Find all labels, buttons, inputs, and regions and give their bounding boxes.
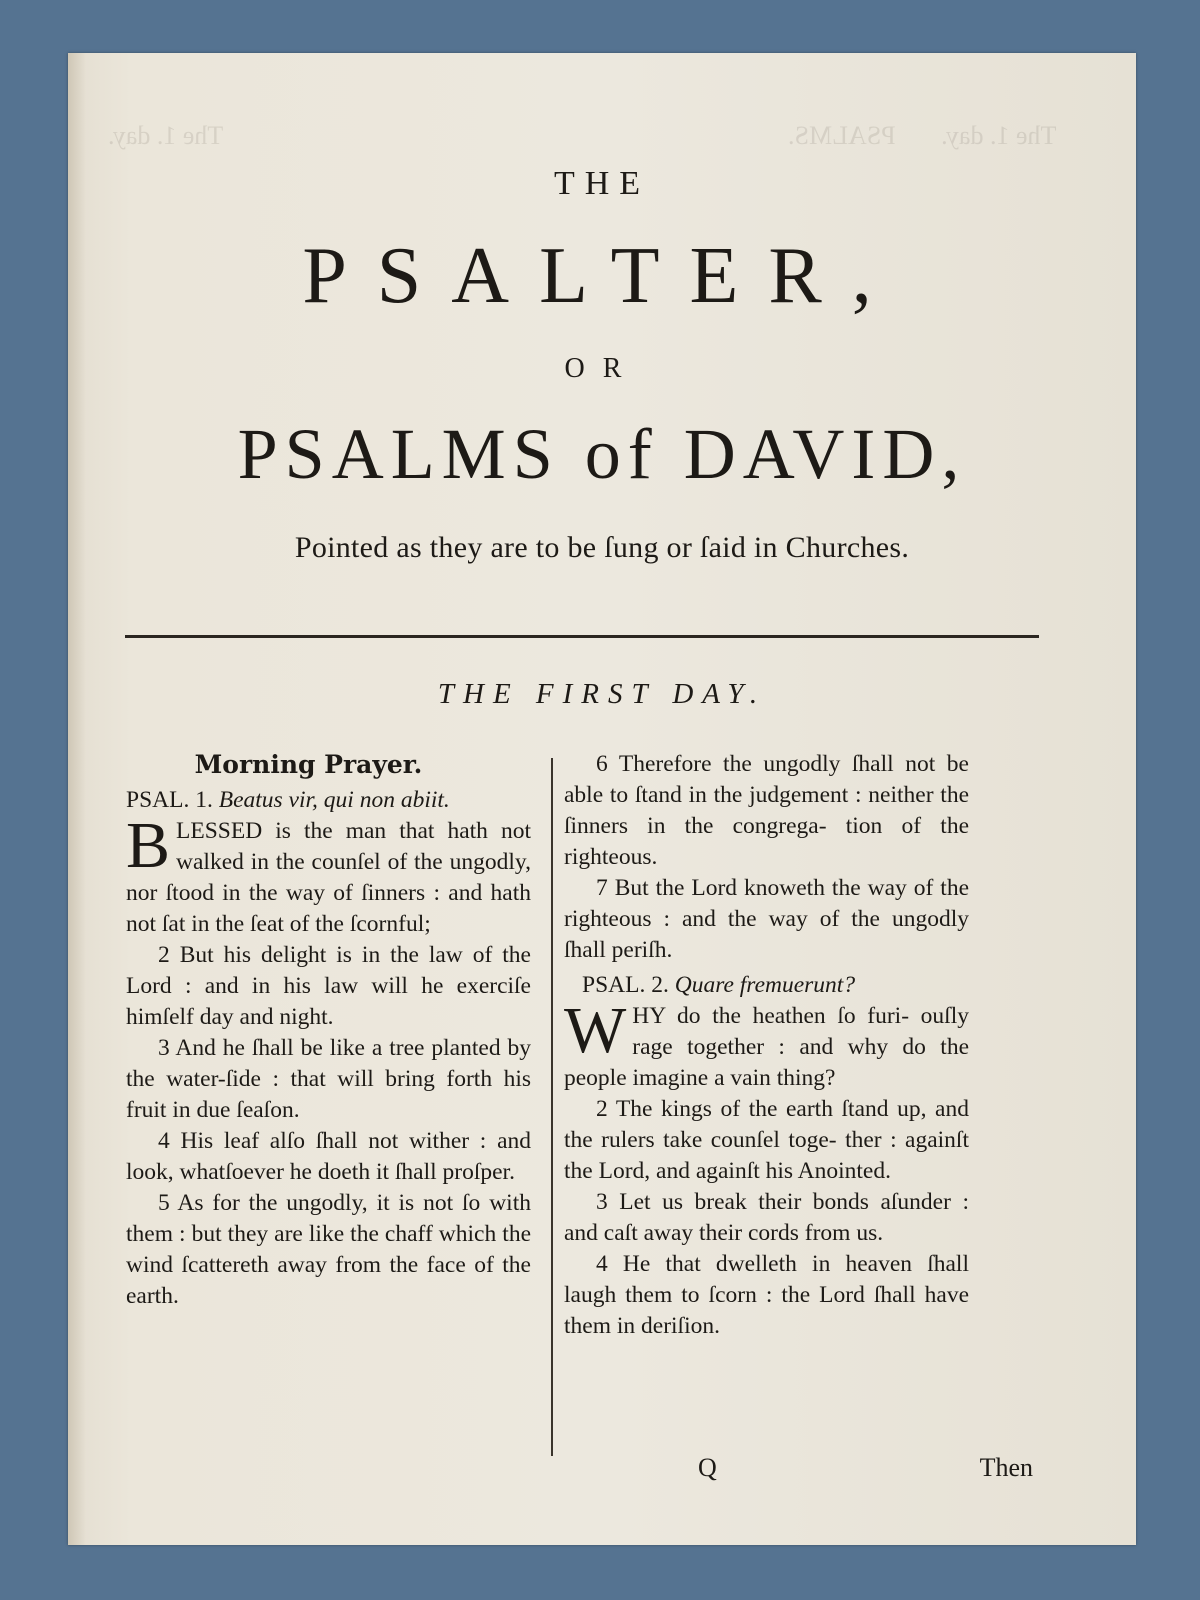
left-column: [126, 745, 531, 1312]
column-divider: [551, 758, 553, 1456]
signature-mark: Q: [698, 1453, 717, 1482]
psalm-2-incipit: Quare fremuerunt?: [674, 972, 856, 998]
psalter-page: [68, 53, 1136, 1545]
psalm-1-verse-4: 4 His leaf alſo ſhall not wither : and look, whatſoever he doeth it ſhall proſper.: [126, 1128, 531, 1185]
title-or: OR: [564, 353, 640, 384]
show-through-decoration: The 1. day. PSALMS.: [788, 121, 1057, 150]
psalm-2-heading: [564, 970, 969, 1001]
psalm-1-verse-6: 6 Therefore the ungodly ſhall not be able to ſtand in the judgement : neither the ſinners in the congrega- tion of the righteous.: [564, 751, 969, 870]
drop-cap: W: [564, 994, 627, 1067]
psalm-2-verse-1: [564, 994, 969, 1094]
drop-cap: B: [126, 809, 171, 882]
psalm-1-incipit: Beatus vir, qui non abiit.: [218, 787, 450, 813]
psalm-1-label: PSAL. 1.: [126, 787, 213, 813]
title-psalter: PSALTER,: [302, 232, 902, 320]
psalm-1-verse-3: 3 And he ſhall be like a tree planted by the water-ſide : that will bring forth his fruit in due ſeaſon.: [126, 1035, 531, 1123]
horizontal-rule: [125, 635, 1039, 638]
psalm-1-verse-1: [126, 809, 531, 940]
subtitle: Pointed as they are to be ſung or ſaid in Churches.: [294, 531, 910, 564]
psalm-1-verse-5: 5 As for the ungodly, it is not ſo with them : but they are like the chaff which the wind ſcattereth away from the face of the earth.: [126, 1190, 531, 1309]
title-psalms-of-david: PSALMS of DAVID,: [237, 414, 967, 494]
section-title: Morning Prayer.: [194, 750, 423, 779]
psalm-2-verse-3: 3 Let us break their bonds aſunder : and caſt away their cords from us.: [564, 1189, 969, 1246]
catchword: Then: [979, 1453, 1033, 1482]
page-footer: [633, 1453, 1033, 1485]
verse-text: HY do the heathen ſo furi- ouſly rage together : and why do the people imagine a vain thing?: [564, 1003, 969, 1091]
show-through-decoration: The 1. day.: [108, 121, 224, 150]
psalm-1-verse-2: 2 But his delight is in the law of the Lord : and in his law will he exerciſe himſelf day and night.: [126, 942, 531, 1030]
psalm-2-label: PSAL. 2.: [582, 972, 669, 998]
right-column: [564, 745, 969, 1342]
day-heading: THE FIRST DAY.: [437, 678, 767, 710]
verse-text: LESSED is the man that hath not walked in the counſel of the ungodly, nor ſtood in the way of ſinners : and hath not ſat in the ſeat of the ſcornful;: [126, 818, 531, 937]
title-the: THE: [553, 165, 651, 202]
psalm-1-verse-7: 7 But the Lord knoweth the way of the righteous : and the way of the ungodly ſhall periſh.: [564, 875, 969, 963]
psalm-2-verse-2: 2 The kings of the earth ſtand up, and the rulers take counſel toge- ther : againſt the Lord, and againſt his Anointed.: [564, 1096, 969, 1184]
psalm-2-verse-4: 4 He that dwelleth in heaven ſhall laugh them to ſcorn : the Lord ſhall have them in deriſion.: [564, 1251, 969, 1339]
psalm-1-heading: [126, 785, 531, 816]
